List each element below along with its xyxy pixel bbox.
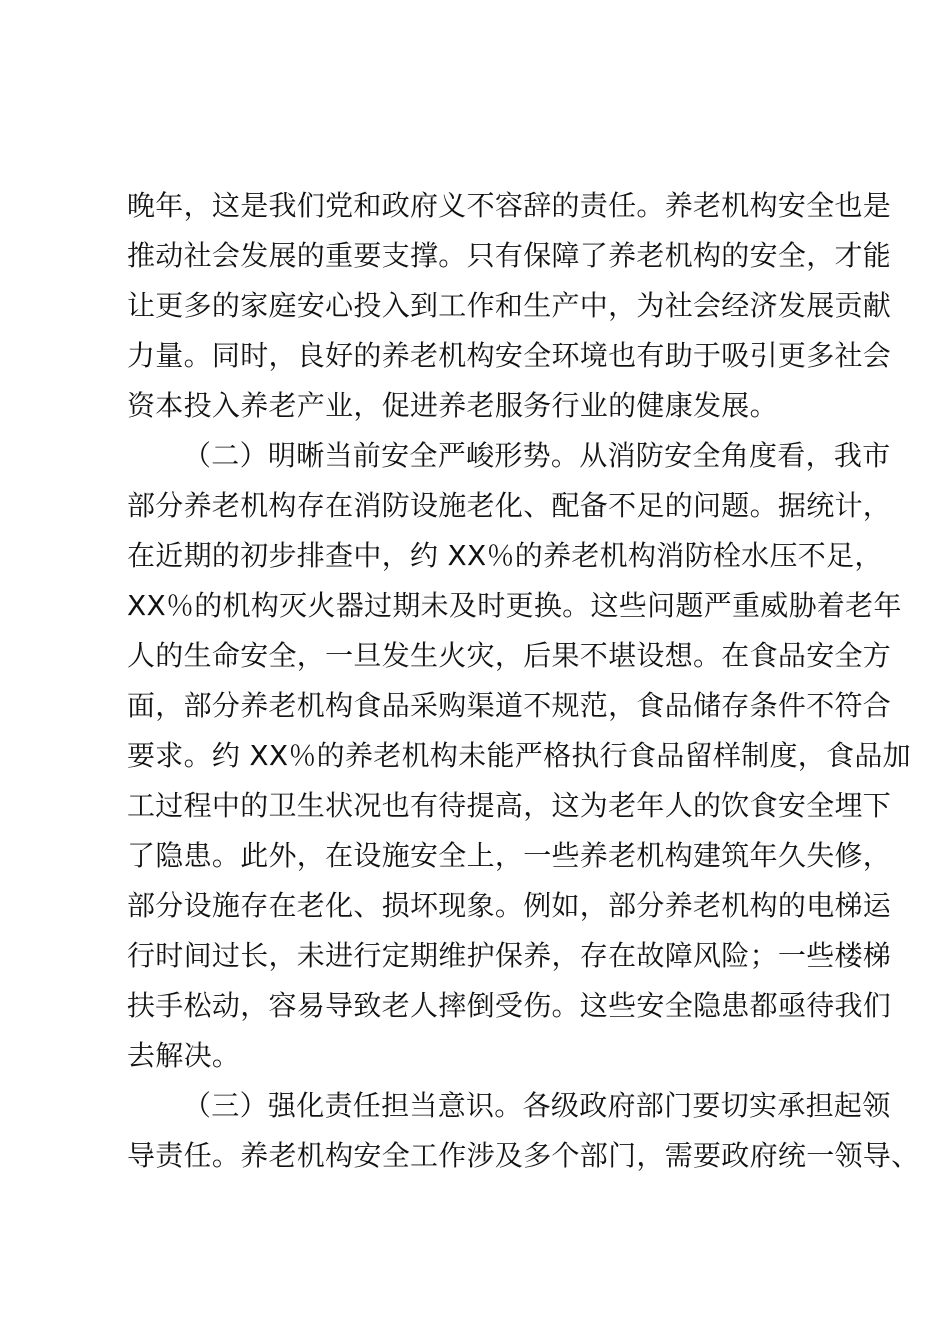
text-line: 在近期的初步排查中，约 XX％的养老机构消防栓水压不足， xyxy=(127,539,883,572)
text-line: 晚年，这是我们党和政府义不容辞的责任。养老机构安全也是 xyxy=(127,189,892,222)
text-line: 面，部分养老机构食品采购渠道不规范，食品储存条件不符合 xyxy=(127,689,892,722)
text-line: 了隐患。此外，在设施安全上，一些养老机构建筑年久失修， xyxy=(127,839,892,872)
text-line: 人的生命安全，一旦发生火灾，后果不堪设想。在食品安全方 xyxy=(127,639,892,672)
text-line: XX％的机构灭火器过期未及时更换。这些问题严重威胁着老年 xyxy=(127,589,902,622)
text-line: 扶手松动，容易导致老人摔倒受伤。这些安全隐患都亟待我们 xyxy=(127,989,892,1022)
text-line: 部分养老机构存在消防设施老化、配备不足的问题。据统计， xyxy=(127,489,892,522)
paragraph-heading-2: （二）明晰当前安全严峻形势。从消防安全角度看，我市 xyxy=(183,439,891,472)
text-line: 去解决。 xyxy=(127,1039,241,1072)
text-line: 推动社会发展的重要支撑。只有保障了养老机构的安全，才能 xyxy=(127,239,892,272)
text-line: 部分设施存在老化、损坏现象。例如，部分养老机构的电梯运 xyxy=(127,889,892,922)
paragraph-heading-3: （三）强化责任担当意识。各级政府部门要切实承担起领 xyxy=(183,1089,891,1122)
text-line: 导责任。养老机构安全工作涉及多个部门，需要政府统一领导、 xyxy=(127,1139,920,1172)
text-line: 力量。同时，良好的养老机构安全环境也有助于吸引更多社会 xyxy=(127,339,892,372)
text-line: 行时间过长，未进行定期维护保养，存在故障风险；一些楼梯 xyxy=(127,939,892,972)
text-line: 让更多的家庭安心投入到工作和生产中，为社会经济发展贡献 xyxy=(127,289,892,322)
text-line: 要求。约 XX％的养老机构未能严格执行食品留样制度，食品加 xyxy=(127,739,911,772)
text-line: 工过程中的卫生状况也有待提高，这为老年人的饮食安全埋下 xyxy=(127,789,892,822)
text-line: 资本投入养老产业，促进养老服务行业的健康发展。 xyxy=(127,389,778,422)
